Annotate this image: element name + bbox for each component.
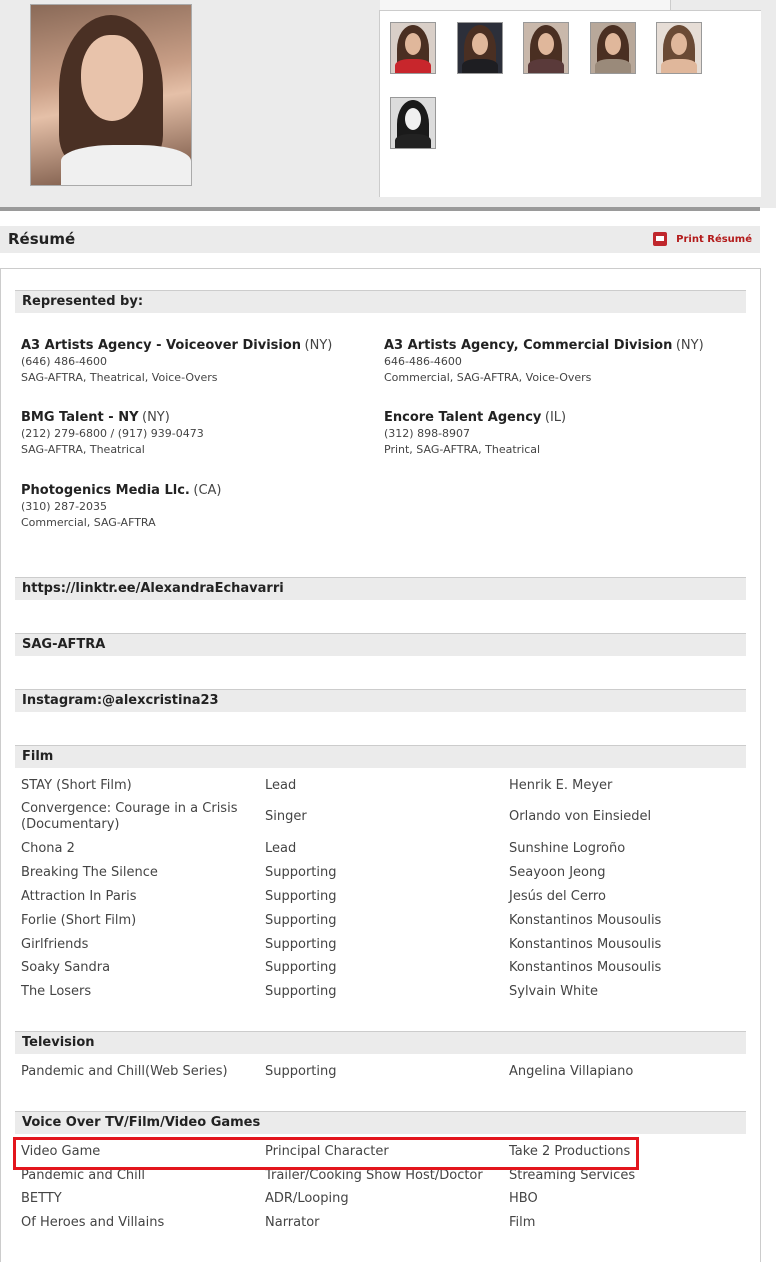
agency-name: Encore Talent Agency — [384, 410, 542, 425]
thumbnail-photo-2[interactable] — [457, 22, 503, 74]
agency-unions: SAG-AFTRA, Theatrical, Voice-Overs — [21, 371, 218, 384]
thumbnail-photo-1[interactable] — [390, 22, 436, 74]
agency-name: A3 Artists Agency, Commercial Division — [384, 338, 673, 353]
resume-title: Résumé — [8, 230, 76, 248]
agency-unions: SAG-AFTRA, Theatrical — [21, 443, 145, 456]
agency-phone: (312) 898-8907 — [384, 427, 471, 440]
section-divider — [0, 207, 760, 211]
thumbnail-photo-4[interactable] — [590, 22, 636, 74]
gallery-tab — [380, 0, 671, 10]
agency-phone: (646) 486-4600 — [21, 355, 108, 368]
film-header: Film — [15, 745, 746, 768]
agency-block: Encore Talent Agency (IL) (312) 898-8907 Print, SAG-AFTRA, Theatrical — [384, 410, 567, 456]
voiceover-header: Voice Over TV/Film/Video Games — [15, 1111, 746, 1134]
print-resume-link[interactable] — [653, 232, 752, 246]
thumbnail-photo-5[interactable] — [656, 22, 702, 74]
agency-unions: Commercial, SAG-AFTRA — [21, 516, 156, 529]
union-header: SAG-AFTRA — [15, 633, 746, 656]
agency-name: BMG Talent - NY — [21, 410, 139, 425]
thumbnail-photo-6[interactable] — [390, 97, 436, 149]
agency-name: Photogenics Media Llc. — [21, 483, 190, 498]
agency-phone: 646-486-4600 — [384, 355, 462, 368]
agency-block: A3 Artists Agency, Commercial Division (NY) 646-486-4600 Commercial, SAG-AFTRA, Voice-Overs — [384, 338, 704, 384]
agency-name: A3 Artists Agency - Voiceover Division — [21, 338, 302, 353]
instagram-header: Instagram:@alexcristina23 — [15, 689, 746, 712]
highlight-box — [13, 1137, 639, 1170]
television-header: Television — [15, 1031, 746, 1054]
agency-phone: (310) 287-2035 — [21, 500, 108, 513]
agency-unions: Print, SAG-AFTRA, Theatrical — [384, 443, 541, 456]
thumbnail-photo-3[interactable] — [523, 22, 569, 74]
print-icon — [653, 232, 667, 246]
resume-header — [0, 226, 760, 253]
agency-phone: (212) 279-6800 / (917) 939-0473 — [21, 427, 204, 440]
main-headshot-photo[interactable] — [30, 4, 192, 186]
agency-unions: Commercial, SAG-AFTRA, Voice-Overs — [384, 371, 592, 384]
linktree-link[interactable]: https://linktr.ee/AlexandraEchavarri — [15, 577, 746, 600]
agency-block: BMG Talent - NY (NY) (212) 279-6800 / (917) 939-0473 SAG-AFTRA, Theatrical — [21, 410, 204, 456]
print-resume-label: Print Résumé — [676, 233, 752, 245]
agency-block: A3 Artists Agency - Voiceover Division (NY) (646) 486-4600 SAG-AFTRA, Theatrical, Voice-Overs — [21, 338, 333, 384]
agency-block: Photogenics Media Llc. (CA) (310) 287-2035 Commercial, SAG-AFTRA — [21, 483, 222, 529]
represented-header: Represented by: — [15, 290, 746, 313]
photo-thumbnails-panel — [379, 10, 761, 197]
